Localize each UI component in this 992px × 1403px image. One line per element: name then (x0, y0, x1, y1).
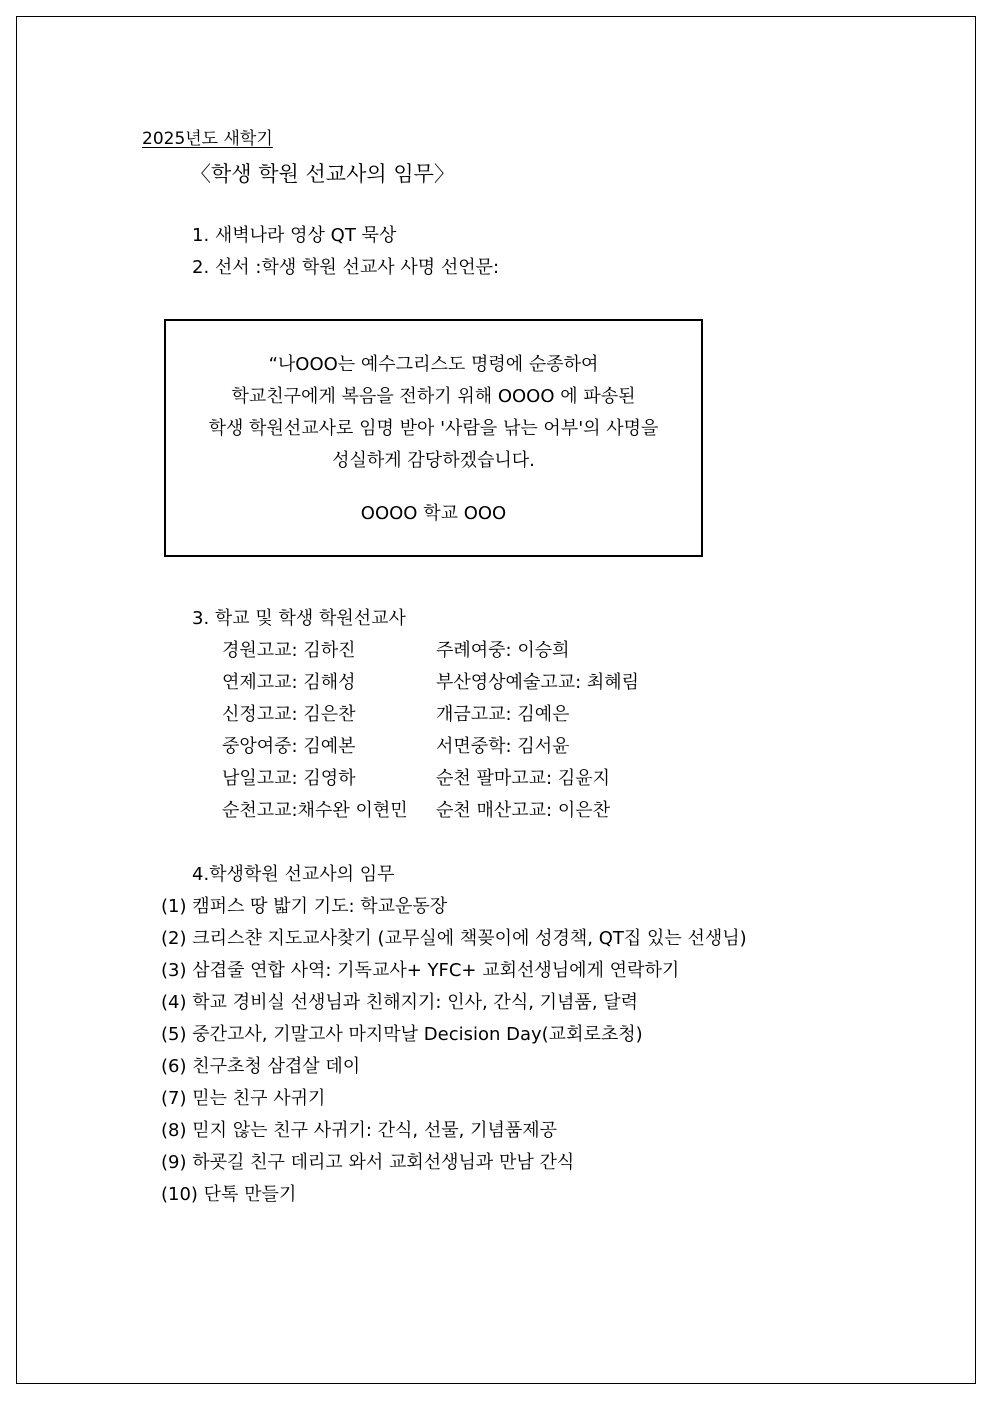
school-entry: 순천 팔마고교: 김윤지 (436, 768, 610, 789)
school-entry: 부산영상예술고교: 최혜림 (436, 672, 640, 693)
declaration-line: 성실하게 감당하겠습니다. (332, 450, 535, 471)
school-entry: 남일고교: 김영하 (222, 768, 356, 789)
duties-heading: 4.학생학원 선교사의 임무 (192, 864, 395, 885)
declaration-signature: OOOO 학교 OOO (360, 503, 507, 524)
school-entry: 연제고교: 김해성 (222, 672, 356, 693)
declaration-box (164, 319, 703, 557)
school-entry: 중앙여중: 김예본 (222, 736, 356, 757)
intro-item-qt: 1. 새벽나라 영상 QT 묵상 (192, 225, 397, 246)
school-entry: 경원고교: 김하진 (222, 640, 356, 661)
declaration-line: 학교친구에게 복음을 전하기 위해 OOOO 에 파송된 (231, 386, 636, 407)
duty-item: (6) 친구초청 삼겹살 데이 (161, 1056, 361, 1077)
duty-item: (10) 단톡 만들기 (161, 1184, 297, 1205)
page-frame (16, 16, 976, 1384)
declaration-line: 학생 학원선교사로 임명 받아 '사람을 낚는 어부'의 사명을 (208, 418, 659, 439)
duty-item: (1) 캠퍼스 땅 밟기 기도: 학교운동장 (161, 896, 448, 917)
school-entry: 순천고교:채수완 이현민 (222, 800, 408, 821)
year-label: 2025년도 새학기 (142, 129, 273, 149)
duty-item: (3) 삼겹줄 연합 사역: 기독교사+ YFC+ 교회선생님에게 연락하기 (161, 960, 680, 981)
document-title: 〈학생 학원 선교사의 임무〉 (190, 162, 455, 186)
schools-heading: 3. 학교 및 학생 학원선교사 (192, 608, 406, 629)
declaration-line: “나OOO는 예수그리스도 명령에 순종하여 (268, 354, 599, 375)
duty-item: (2) 크리스챤 지도교사찾기 (교무실에 책꽂이에 성경책, QT집 있는 선생님) (161, 928, 747, 949)
duty-item: (4) 학교 경비실 선생님과 친해지기: 인사, 간식, 기념품, 달력 (161, 992, 639, 1013)
duty-item: (5) 중간고사, 기말고사 마지막날 Decision Day(교회로초청) (161, 1024, 643, 1045)
school-entry: 순천 매산고교: 이은찬 (436, 800, 610, 821)
school-entry: 주례여중: 이승희 (436, 640, 570, 661)
school-entry: 서면중학: 김서윤 (436, 736, 570, 757)
school-entry: 개금고교: 김예은 (436, 704, 570, 725)
intro-item-oath: 2. 선서 :학생 학원 선교사 사명 선언문: (192, 257, 500, 278)
school-entry: 신정고교: 김은찬 (222, 704, 356, 725)
duty-item: (7) 믿는 친구 사귀기 (161, 1088, 326, 1109)
duty-item: (8) 믿지 않는 친구 사귀기: 간식, 선물, 기념품제공 (161, 1120, 558, 1141)
duty-item: (9) 하굣길 친구 데리고 와서 교회선생님과 만남 간식 (161, 1152, 575, 1173)
